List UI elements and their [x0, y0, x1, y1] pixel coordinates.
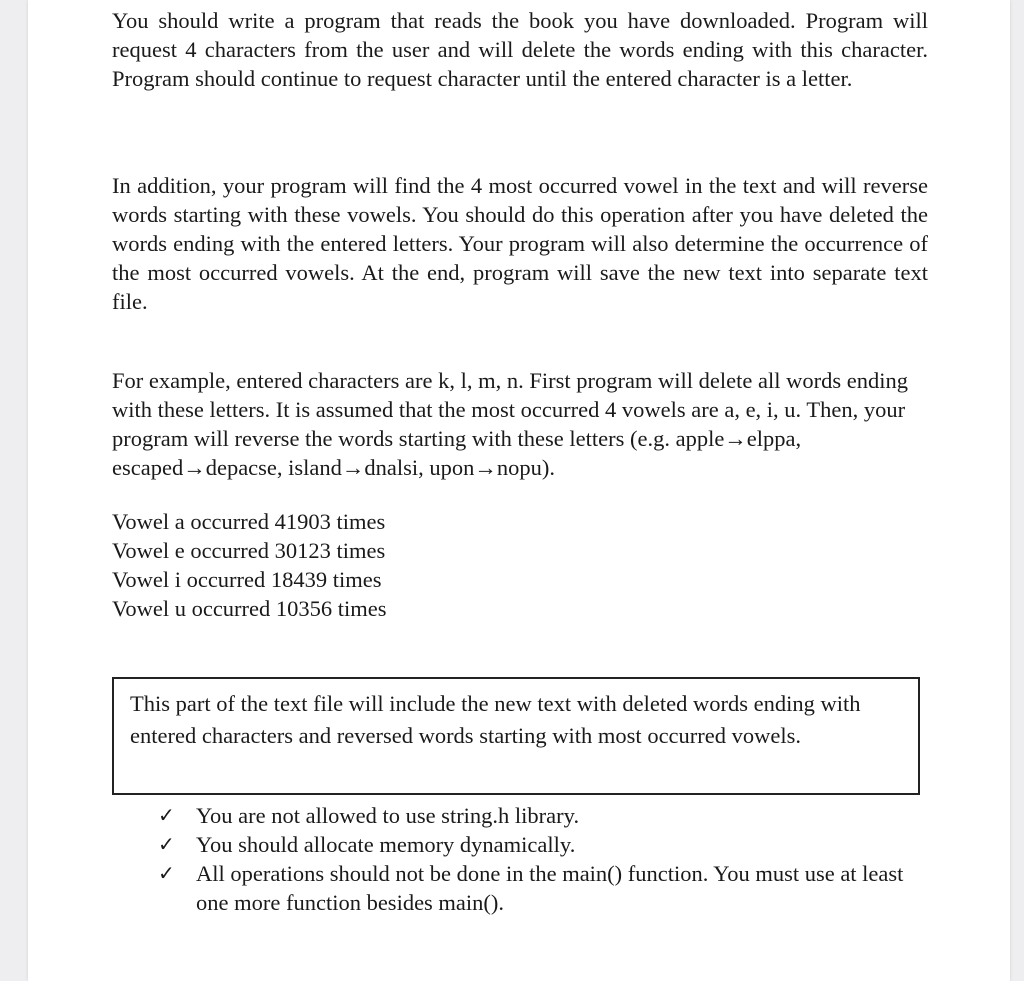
- checkmark-icon: ✓: [158, 861, 175, 885]
- vowel-count-line: Vowel a occurred 41903 times: [112, 509, 386, 534]
- requirement-item: [158, 859, 938, 917]
- vowel-count-list: [112, 507, 387, 623]
- vowel-count-line: Vowel u occurred 10356 times: [112, 596, 387, 621]
- paragraph-vowels: In addition, your program will find the 4 most occurred vowel in the text and will reverse words starting with these vowels. You should do this operation after you have deleted the words ending with the entered letters. Your program will also determine the occurrence of the most occurred vowels. At the end, program will save the new text into separate text file.: [112, 173, 928, 314]
- requirement-text: All operations should not be done in the main() function. You must use at least one more function besides main().: [196, 861, 904, 915]
- paragraph-intro: You should write a program that reads the book you have downloaded. Program will request 4 characters from the user and will delete the words ending with this character. Program should continue to request character until the entered character is a letter.: [112, 8, 928, 91]
- requirement-text: You should allocate memory dynamically.: [196, 832, 576, 857]
- document-page: [28, 0, 1010, 981]
- checkmark-icon: ✓: [158, 803, 175, 827]
- vowel-count-line: Vowel e occurred 30123 times: [112, 538, 386, 563]
- vowel-count-line: Vowel i occurred 18439 times: [112, 567, 382, 592]
- output-file-note-box: This part of the text file will include the new text with deleted words ending with entered characters and reversed words starting with most occurred vowels.: [112, 677, 920, 795]
- paragraph-example: For example, entered characters are k, l, m, n. First program will delete all words ending with these letters. It is assumed that the most occurred 4 vowels are a, e, i, u. Then, your program will reverse the words starting with these letters (e.g. apple→elppa, escaped→depacse, island→dnalsi, upon→nopu).: [112, 368, 908, 480]
- requirements-list: [158, 801, 938, 917]
- requirement-text: You are not allowed to use string.h library.: [196, 803, 580, 828]
- checkmark-icon: ✓: [158, 832, 175, 856]
- requirement-item: [158, 801, 938, 830]
- requirement-item: [158, 830, 938, 859]
